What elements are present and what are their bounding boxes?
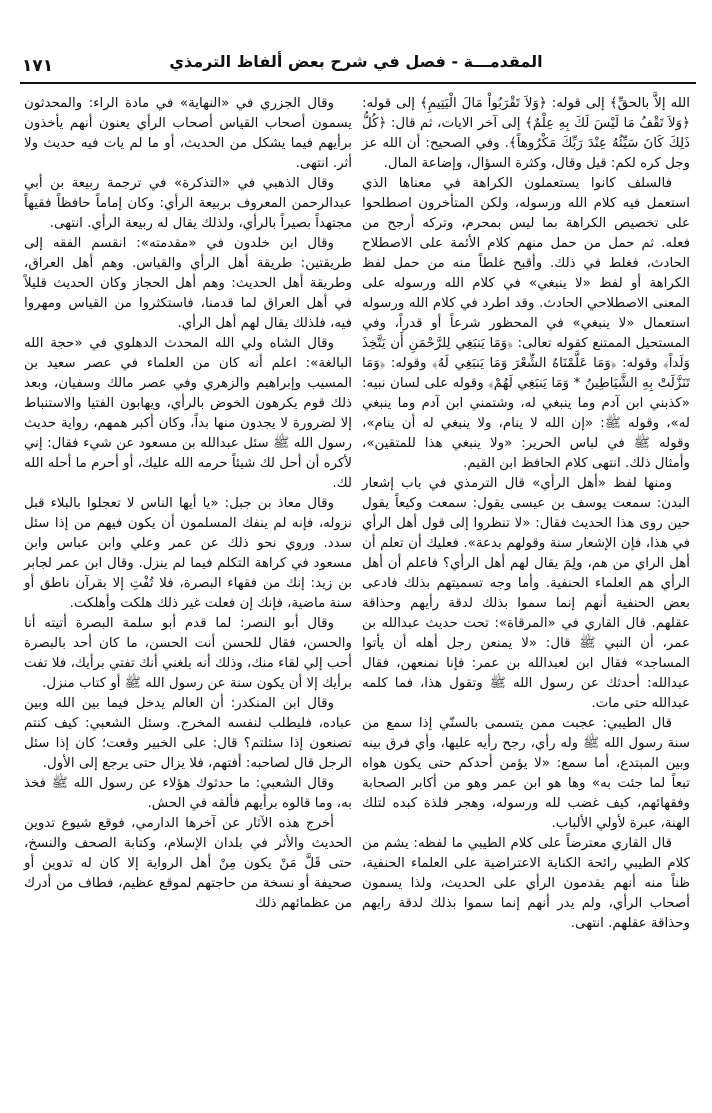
header-rule <box>20 82 696 84</box>
paragraph: الله إلاَّ بالحقِّ﴾ إلى قوله: ﴿وَلاَ تَقْرَبُواْ مَالَ الْيَتِيمِ﴾ إلى قوله: ﴿وَلاَ تَقْفُ مَا لَيْسَ لَكَ بِهِ عِلْمٌ﴾ إلى آخر الايات، ثم قال: ﴿كُلُّ ذَلِكَ كَانَ سَيِّئُهُ عِنْدَ رَبِّكَ مَكْرُوهاً﴾. وفي الصحيح: أن الله عز وجل كره لكم: قيل وقال، وكثرة السؤال، وإضاعة المال. <box>362 96 690 171</box>
paragraph: وقال ابن المنكدر: أن العالم يدخل فيما بين الله وبين عباده، فليطلب لنفسه المخرج. وسئل الشعبي: كيف كنتم تصنعون إذا سئلتم؟ قال: على الخبير وقعت؛ كان إذا سئل الرجل قال لصاحبه: أفتهم، فلا يزال حتى يرجع إلى الأول. <box>24 696 352 771</box>
paragraph: فالسلف كانوا يستعملون الكراهة في معناها الذي استعمل فيه كلام الله ورسوله، ولكن المتأخرون اصطلحوا على تخصيص الكراهة بما ليس بمحرم، وتركه أرجح من فعله. ثم حمل من حمل منهم كلام الأئمة على الاصطلاح الحادث، فغلط في ذلك. وأقبح غلطاً منه من حمل لفظ الكراهة أو لفظ «لا ينبغي» في كلام الله ورسوله على المعنى الاصطلاحي الحادث. وقد اطرد في كلام الله ورسوله استعمال «لا ينبغي» في المحظور شرعاً أو قدراً، وفي المستحيل الممتنع كقوله تعالى: ﴿وَمَا يَنبَغِي لِلرَّحْمَنِ أَن يَتَّخِذَ وَلَداً﴾ وقوله: ﴿وَمَا عَلَّمْنَاهُ الشِّعْرَ وَمَا يَنبَغِي لَهُ﴾ وقوله: ﴿وَمَا تَنَزَّلَتْ بِهِ الشَّيَاطِينُ * وَمَا يَنبَغِي لَهُمْ﴾ وقوله على لسان نبيه: «كذبني ابن آدم وما ينبغي له، وشتمني ابن آدم وما ينبغي له»، وقوله ﷺ: «إن الله لا ينام، ولا ينبغي له أن ينام»، وقوله ﷺ في لباس الحرير: «ولا ينبغي هذا للمتقين»، وأمثال ذلك. انتهى كلام الحافظ ابن القيم. <box>362 176 690 471</box>
paragraph: قال الطيبي: عجبت ممن يتسمى بالسنّي إذا سمع من سنة رسول الله ﷺ وله رأي، رجح رأيه عليها، وأي فرق بينه وبين المبتدع، أما سمع: «لا يؤمن أحدكم حتى يكون هواه تبعاً لما جئت به» وها هو ابن عمر وهو من أكابر الصحابة وفقهائهم، كيف غضب لله ورسوله، وهجر فلذة كبده لتلك الهنة، عبرة لأولي الألباب. <box>362 716 690 831</box>
left-text-column <box>24 94 352 914</box>
paragraph: أخرج هذه الآثار عن آخرها الدارمي، فوقع شيوع تدوين الحديث والأثر في بلدان الإسلام، وكتابة الصحف والنسخ، حتى قَلَّ مَنْ يكون مِنْ أهل الرواية إلا كان له تدوين أو صحيفة أو نسخة من حاجتهم لموقع عظيم، فطاف من أدرك من عظمائهم ذلك <box>24 816 352 911</box>
page-number: ١٧١ <box>22 56 54 76</box>
running-title: المقدمـــة - فصل في شرح بعض ألفاظ الترمذي <box>169 52 543 71</box>
right-text-column <box>362 94 690 934</box>
paragraph: وقال أبو النصر: لما قدم أبو سلمة البصرة أتيته أنا والحسن، فقال للحسن أنت الحسن، ما كان أحد بالبصرة أحب إلي لقاء منك، وذلك أنه بلغني أنك تفتي برأيك، فلا تفت برأيك إلا أن يكون سنة عن رسول الله ﷺ أو كتاب منزل. <box>24 616 352 691</box>
paragraph: ومنها لفظ «أهل الرأي» قال الترمذي في باب إشعار البدن: سمعت يوسف بن عيسى يقول: سمعت وكيعاً يقول حين روى هذا الحديث فقال: «لا تنظروا إلى قول أهل الرأي في هذا، فإن الإشعار سنة وقولهم بدعة». فعليك أن تعلم أن أهل الراي من هم، ولِمَ يقال لهم أهل الرأي؟ فاعلم أن أهل الرأي هم العلماء الحنفية. وأما وجه تسميتهم بذلك فادعى بعض الحنفية أنهم إنما سموا بذلك لدقة رأيهم وحذاقة عقلهم. قال القاري في «المرقاة»: تحت حديث عبدالله بن عمر، أن النبي ﷺ قال: «لا يمنعن رجل أهله أن يأتوا المساجد» فقال ابن لعبدالله بن عمر: فإنا نمنعهن، فقال عبدالله: أحدثك عن رسول الله ﷺ وتقول هذا، فما كلمه عبدالله حتى مات. <box>362 476 690 711</box>
paragraph: وقال الشاه ولي الله المحدث الدهلوي في «حجة الله البالغة»: اعلم أنه كان من العلماء في عصر سعيد بن المسيب وإبراهيم والزهري وفي عصر مالك وسفيان، وبعد ذلك قوم يكرهون الخوض بالرأي، ويهابون الفتيا والاستنباط إلا لضرورة لا يجدون منها بداً، وكان أكبر همهم، رواية حديث رسول الله ﷺ سئل عبدالله بن مسعود عن شيء فقال: إني لأكره أن أحل لك شيئاً حرمه الله عليك، أو أحرم ما أحله الله لك. <box>24 336 352 491</box>
paragraph: وقال الشعبي: ما حدثوك هؤلاء عن رسول الله ﷺ فخذ به، وما قالوه برأيهم فألقه في الحش. <box>24 776 352 811</box>
paragraph: قال القاري معترضاً على كلام الطيبي ما لفظه: يشم من كلام الطيبي رائحة الكناية الاعتراضية على العلماء الحنفية، ظناً منه أنهم يقدمون الرأي على الحديث، ولذا يسمون أصحاب الرأي، ولم يدر أنهم إنما سموا بذلك لدقة رايهم وحذاقة عقلهم. انتهى. <box>362 836 690 931</box>
paragraph: وقال ابن خلدون في «مقدمته»: انقسم الفقه إلى طريقتين: طريقة أهل الرأي والقياس. وهم أهل العراق، وطريقة أهل الحديث: وهم أهل الحجاز وكان الحديث قليلاً في أهل العراق لما قدمنا، فاستكثروا من القياس ومهروا فيه، فلذلك يقال لهم أهل الرأي. <box>24 236 352 331</box>
paragraph: وقال الذهبي في «التذكرة» في ترجمة ربيعة بن أبي عبدالرحمن المعروف بربيعة الرأي: وكان إماماً حافظاً فقيهاً مجتهداً بصيراً بالرأي، ولذلك يقال له ربيعة الرأي. انتهى. <box>24 176 352 231</box>
paragraph: وقال الجزري في «النهاية» في مادة الراء: والمحدثون يسمون أصحاب القياس أصحاب الرأي يعنون أنهم يأخذون برأيهم فيما يشكل من الحديث، أو ما لم يات فيه حديث ولا أثر. انتهى. <box>24 96 352 171</box>
paragraph: وقال معاذ بن جبل: «يا أيها الناس لا تعجلوا بالبلاء قبل نزوله، فإنه لم ينفك المسلمون أن يكون فيهم من إذا سئل سدد. وروي نحو ذلك عن عمر وعلي وابن عباس وابن مسعود في كراهة التكلم فيما لم ينزل. وقال ابن عمر لجابر بن زيد: إنك من فقهاء البصرة، فلا تُفْتِ إلا بقرآن ناطق أو سنة ماضية، فإنك إن فعلت غير ذلك هلكت وأهلكت. <box>24 496 352 611</box>
